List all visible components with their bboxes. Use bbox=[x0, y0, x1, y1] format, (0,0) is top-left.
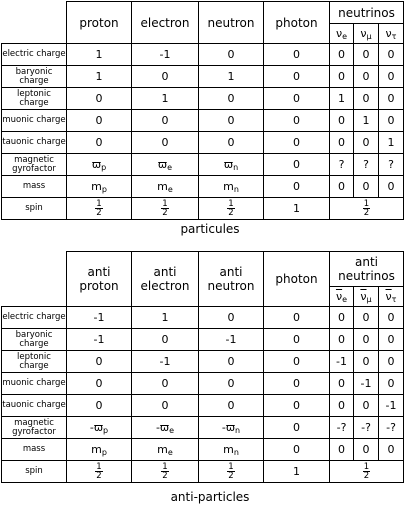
table-cell: 0 bbox=[132, 395, 199, 417]
table-cell: $m_p$ bbox=[67, 439, 132, 461]
table-cell: $-ϖ_e$ bbox=[132, 417, 199, 439]
table-cell: 0 bbox=[67, 132, 132, 154]
table-cell: 0 bbox=[199, 395, 264, 417]
header-neutron: neutron bbox=[199, 2, 264, 44]
table-cell: 0 bbox=[330, 329, 354, 351]
table-cell: -1 bbox=[354, 373, 379, 395]
spin-fraction: $\frac{1}{2}$ bbox=[330, 198, 404, 220]
spin-fraction: $\frac{1}{2}$ bbox=[199, 198, 264, 220]
table-cell: 0 bbox=[379, 439, 404, 461]
table-cell: 0 bbox=[132, 132, 199, 154]
table-cell: 1 bbox=[379, 132, 404, 154]
table-cell: 1 bbox=[354, 110, 379, 132]
table-cell: 1 bbox=[330, 88, 354, 110]
header-anti-neutrino-e: $\overline{\nu}_e$ bbox=[330, 287, 354, 307]
table-cell: 0 bbox=[330, 439, 354, 461]
corner-blank bbox=[2, 252, 67, 307]
table-cell: $m_e$ bbox=[132, 176, 199, 198]
row-label: spin bbox=[2, 461, 67, 483]
table-cell: 0 bbox=[330, 307, 354, 329]
table-cell: -1 bbox=[132, 351, 199, 373]
table-cell: -? bbox=[354, 417, 379, 439]
table-row bbox=[2, 154, 404, 176]
table-cell: 0 bbox=[264, 417, 330, 439]
table-cell: 0 bbox=[199, 307, 264, 329]
antiparticles-table bbox=[1, 251, 404, 483]
table-cell: 0 bbox=[199, 44, 264, 66]
table-cell: 0 bbox=[132, 110, 199, 132]
table-cell: 0 bbox=[67, 373, 132, 395]
antiparticles-caption: anti-particles bbox=[170, 490, 250, 504]
table-cell: ? bbox=[379, 154, 404, 176]
table-row bbox=[2, 307, 404, 329]
spin-fraction: $\frac{1}{2}$ bbox=[330, 461, 404, 483]
spin-row bbox=[2, 198, 404, 220]
row-label: baryonic charge bbox=[2, 66, 67, 88]
particles-table bbox=[1, 1, 404, 220]
particles-caption: particules bbox=[180, 222, 240, 236]
row-label: muonic charge bbox=[2, 110, 67, 132]
row-label: leptonic charge bbox=[2, 88, 67, 110]
table-row bbox=[2, 395, 404, 417]
table-cell: 1 bbox=[67, 66, 132, 88]
header-anti-neutrino-mu: $\overline{\nu}_\mu$ bbox=[354, 287, 379, 307]
spin-fraction: $\frac{1}{2}$ bbox=[132, 198, 199, 220]
row-label: mass bbox=[2, 439, 67, 461]
table-cell: 0 bbox=[330, 132, 354, 154]
row-label: mass bbox=[2, 176, 67, 198]
table-cell: $m_n$ bbox=[199, 176, 264, 198]
table-cell: 0 bbox=[330, 44, 354, 66]
row-label: muonic charge bbox=[2, 373, 67, 395]
table-row bbox=[2, 373, 404, 395]
table-cell: 0 bbox=[379, 351, 404, 373]
table-row bbox=[2, 88, 404, 110]
row-label: electric charge bbox=[2, 44, 67, 66]
table-cell: 0 bbox=[264, 373, 330, 395]
row-label: magnetic gyrofactor bbox=[2, 154, 67, 176]
header-anti-neutron: anti neutron bbox=[199, 252, 264, 307]
table-cell: 0 bbox=[379, 176, 404, 198]
table-cell: 0 bbox=[199, 132, 264, 154]
row-label: spin bbox=[2, 198, 67, 220]
table-cell: 0 bbox=[199, 88, 264, 110]
row-label: magnetic gyrofactor bbox=[2, 417, 67, 439]
table-row bbox=[2, 132, 404, 154]
table-cell: 0 bbox=[354, 132, 379, 154]
table-cell: ? bbox=[354, 154, 379, 176]
table-cell: 0 bbox=[67, 351, 132, 373]
row-label: leptonic charge bbox=[2, 351, 67, 373]
table-cell: 0 bbox=[264, 110, 330, 132]
table-cell: 0 bbox=[264, 395, 330, 417]
table-cell: 0 bbox=[132, 373, 199, 395]
table-cell: -? bbox=[330, 417, 354, 439]
table-row bbox=[2, 417, 404, 439]
spin-fraction: $\frac{1}{2}$ bbox=[132, 461, 199, 483]
table-cell: 0 bbox=[264, 439, 330, 461]
table-row bbox=[2, 110, 404, 132]
table-cell: 0 bbox=[379, 110, 404, 132]
table-cell: -1 bbox=[199, 329, 264, 351]
table-cell: 0 bbox=[354, 88, 379, 110]
row-label: tauonic charge bbox=[2, 395, 67, 417]
table-cell: $-ϖ_p$ bbox=[67, 417, 132, 439]
table-cell: 0 bbox=[330, 110, 354, 132]
table-cell: 0 bbox=[199, 373, 264, 395]
header-neutrinos-group: neutrinos bbox=[330, 2, 404, 24]
table-cell: -1 bbox=[67, 329, 132, 351]
table-cell: 0 bbox=[264, 88, 330, 110]
table-cell: 0 bbox=[354, 66, 379, 88]
table-cell: -1 bbox=[330, 351, 354, 373]
table-cell: $ϖ_p$ bbox=[67, 154, 132, 176]
header-electron: electron bbox=[132, 2, 199, 44]
spin-photon: 1 bbox=[264, 198, 330, 220]
table-cell: 0 bbox=[199, 110, 264, 132]
table-cell: 0 bbox=[132, 329, 199, 351]
table-cell: -? bbox=[379, 417, 404, 439]
table-cell: 0 bbox=[330, 66, 354, 88]
table-row bbox=[2, 439, 404, 461]
table-cell: 0 bbox=[354, 395, 379, 417]
table-cell: $m_n$ bbox=[199, 439, 264, 461]
spin-fraction: $\frac{1}{2}$ bbox=[199, 461, 264, 483]
header-photon: photon bbox=[264, 252, 330, 307]
table-cell: 0 bbox=[264, 154, 330, 176]
table-cell: 0 bbox=[354, 44, 379, 66]
table-cell: 1 bbox=[132, 307, 199, 329]
table-cell: 0 bbox=[379, 88, 404, 110]
table-cell: 0 bbox=[354, 176, 379, 198]
table-row bbox=[2, 176, 404, 198]
table-cell: ? bbox=[330, 154, 354, 176]
table-cell: -1 bbox=[67, 307, 132, 329]
table-cell: 0 bbox=[264, 44, 330, 66]
table-cell: $ϖ_e$ bbox=[132, 154, 199, 176]
table-cell: 0 bbox=[330, 395, 354, 417]
spin-row bbox=[2, 461, 404, 483]
header-neutrino-tau: $\nu_\tau$ bbox=[379, 24, 404, 44]
table-row bbox=[2, 66, 404, 88]
header-proton: proton bbox=[67, 2, 132, 44]
table-row bbox=[2, 44, 404, 66]
table-cell: 0 bbox=[264, 329, 330, 351]
table-cell: 0 bbox=[264, 176, 330, 198]
header-photon: photon bbox=[264, 2, 330, 44]
table-cell: 0 bbox=[199, 351, 264, 373]
table-cell: 0 bbox=[354, 329, 379, 351]
table-cell: $-ϖ_n$ bbox=[199, 417, 264, 439]
spin-fraction: $\frac{1}{2}$ bbox=[67, 461, 132, 483]
header-anti-neutrinos-group: anti neutrinos bbox=[330, 252, 404, 287]
table-cell: $m_e$ bbox=[132, 439, 199, 461]
table-cell: 0 bbox=[354, 351, 379, 373]
table-cell: 0 bbox=[264, 66, 330, 88]
table-cell: 0 bbox=[354, 439, 379, 461]
table-cell: 0 bbox=[264, 351, 330, 373]
table-cell: 1 bbox=[67, 44, 132, 66]
row-label: baryonic charge bbox=[2, 329, 67, 351]
spin-photon: 1 bbox=[264, 461, 330, 483]
table-cell: 0 bbox=[379, 66, 404, 88]
spin-fraction: $\frac{1}{2}$ bbox=[67, 198, 132, 220]
row-label: electric charge bbox=[2, 307, 67, 329]
header-neutrino-e: $\nu_e$ bbox=[330, 24, 354, 44]
table-cell: 1 bbox=[199, 66, 264, 88]
row-label: tauonic charge bbox=[2, 132, 67, 154]
table-cell: 1 bbox=[132, 88, 199, 110]
table-cell: 0 bbox=[132, 66, 199, 88]
table-row bbox=[2, 351, 404, 373]
table-cell: -1 bbox=[132, 44, 199, 66]
table-cell: 0 bbox=[330, 373, 354, 395]
corner-blank bbox=[2, 2, 67, 44]
table-cell: -1 bbox=[379, 395, 404, 417]
table-cell: 0 bbox=[379, 307, 404, 329]
table-cell: 0 bbox=[67, 395, 132, 417]
table-cell: 0 bbox=[67, 110, 132, 132]
table-cell: 0 bbox=[264, 307, 330, 329]
table-cell: 0 bbox=[379, 373, 404, 395]
table-cell: 0 bbox=[67, 88, 132, 110]
table-cell: 0 bbox=[379, 44, 404, 66]
table-cell: 0 bbox=[330, 176, 354, 198]
table-row bbox=[2, 329, 404, 351]
header-neutrino-mu: $\nu_\mu$ bbox=[354, 24, 379, 44]
header-anti-neutrino-tau: $\overline{\nu}_\tau$ bbox=[379, 287, 404, 307]
table-cell: 0 bbox=[264, 132, 330, 154]
table-cell: $m_p$ bbox=[67, 176, 132, 198]
table-cell: 0 bbox=[354, 307, 379, 329]
table-cell: 0 bbox=[379, 329, 404, 351]
header-anti-electron: anti electron bbox=[132, 252, 199, 307]
header-anti-proton: anti proton bbox=[67, 252, 132, 307]
table-cell: $ϖ_n$ bbox=[199, 154, 264, 176]
